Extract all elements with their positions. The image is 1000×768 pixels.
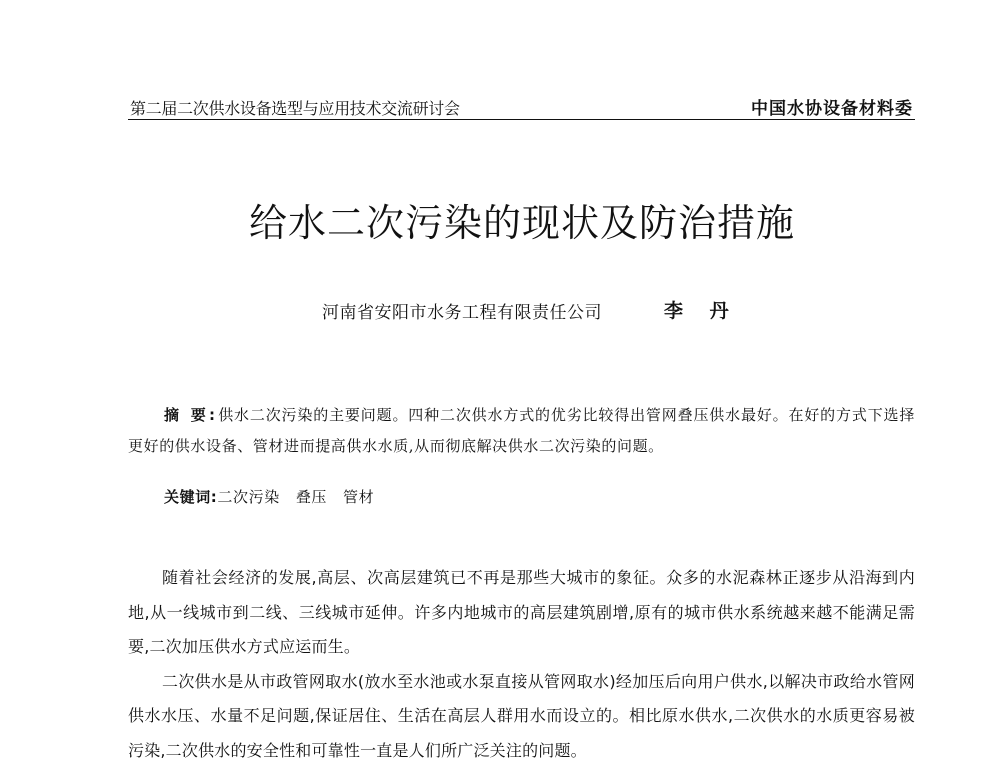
abstract-label: 摘 要: bbox=[164, 406, 218, 424]
organization-name: 中国水协设备材料委 bbox=[751, 94, 913, 119]
keywords-label: 关键词: bbox=[164, 488, 217, 506]
conference-name: 第二届二次供水设备选型与应用技术交流研讨会 bbox=[130, 96, 460, 119]
abstract-text: 供水二次污染的主要问题。四种二次供水方式的优劣比较得出管网叠压供水最好。在好的方式下选择更好的供水设备、管材进而提高供水水质,从而彻底解决供水二次污染的问题。 bbox=[128, 406, 915, 455]
body-paragraph: 二次供水是从市政管网取水(放水至水池或水泵直接从管网取水)经加压后向用户供水,以解决市政给水管网供水水压、水量不足问题,保证居住、生活在高层人群用水而设立的。相比原水供水,二次供水的水质更容易被污染,二次供水的安全性和可靠性一直是人们所广泛关注的问题。 bbox=[128, 665, 915, 768]
paper-title: 给水二次污染的现状及防治措施 bbox=[0, 192, 1000, 247]
keywords bbox=[164, 486, 390, 507]
abstract bbox=[128, 400, 915, 462]
author-name: 李 丹 bbox=[664, 296, 739, 323]
author-affiliation: 河南省安阳市水务工程有限责任公司 bbox=[322, 298, 602, 323]
keyword: 二次污染 bbox=[217, 488, 279, 506]
body-paragraph: 随着社会经济的发展,高层、次高层建筑已不再是那些大城市的象征。众多的水泥森林正逐步从沿海到内地,从一线城市到二线、三线城市延伸。许多内地城市的高层建筑剧增,原有的城市供水系统越来越不能满足需要,二次加压供水方式应运而生。 bbox=[128, 561, 915, 665]
keyword: 叠压 bbox=[296, 488, 327, 506]
body-text bbox=[128, 561, 915, 768]
keyword: 管材 bbox=[343, 488, 374, 506]
running-header bbox=[128, 93, 915, 120]
